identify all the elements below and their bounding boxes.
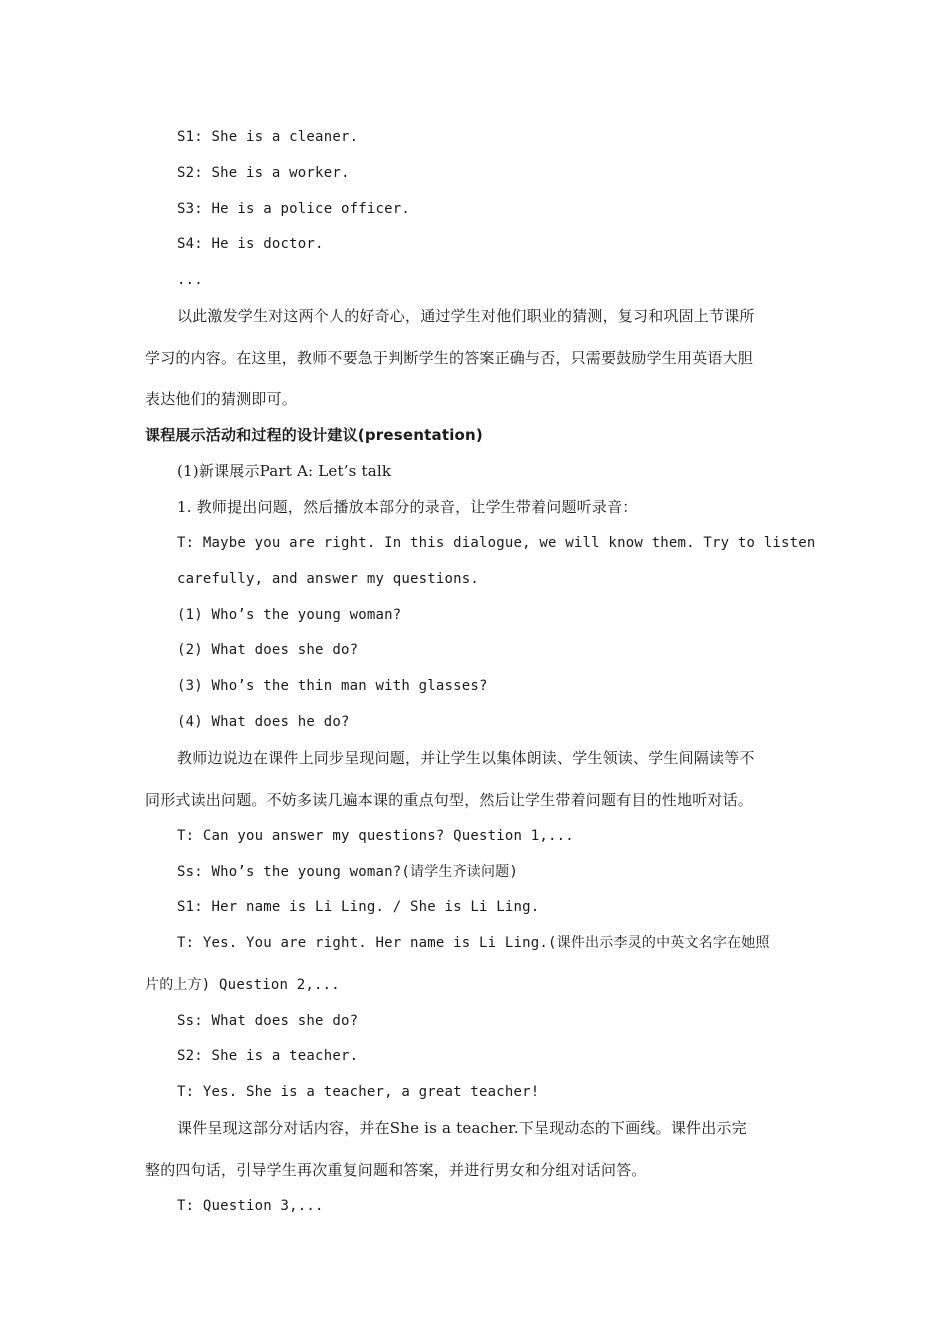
dialogue-line: Ss: Who’s the young woman?(请学生齐读问题) bbox=[177, 864, 519, 880]
paragraph-line: 同形式读出问题。不妨多读几遍本课的重点句型，然后让学生带着问题有目的性地听对话。 bbox=[145, 791, 754, 809]
paragraph-line: 表达他们的猜测即可。 bbox=[145, 390, 298, 408]
dialogue-line-s1: S1: She is a cleaner. bbox=[177, 129, 359, 145]
question-item: (3) Who’s the thin man with glasses? bbox=[177, 678, 488, 694]
dialogue-line: Ss: What does she do? bbox=[177, 1013, 359, 1029]
paragraph-line: 整的四句话，引导学生再次重复问题和答案，并进行男女和分组对话问答。 bbox=[145, 1161, 647, 1179]
dialogue-line: T: Yes. You are right. Her name is Li Ling.(课件出示李灵的中英文名字在她照 bbox=[177, 935, 770, 951]
paragraph-line: 以此激发学生对这两个人的好奇心，通过学生对他们职业的猜测，复习和巩固上节课所 bbox=[177, 307, 755, 325]
question-item: (1) Who’s the young woman? bbox=[177, 607, 402, 623]
dialogue-line: T: Maybe you are right. In this dialogue, we will know them. Try to listen bbox=[177, 535, 816, 551]
dialogue-line: carefully, and answer my questions. bbox=[177, 571, 480, 587]
dialogue-line-s3: S3: He is a police officer. bbox=[177, 201, 410, 217]
question-item: (4) What does he do? bbox=[177, 714, 350, 730]
step-line: 1. 教师提出问题，然后播放本部分的录音，让学生带着问题听录音： bbox=[177, 498, 638, 516]
dialogue-line: S1: Her name is Li Ling. / She is Li Ling. bbox=[177, 899, 540, 915]
dialogue-line: T: Question 3,... bbox=[177, 1198, 324, 1214]
paragraph-line: 课件呈现这部分对话内容，并在She is a teacher.下呈现动态的下画线。课件出示完 bbox=[177, 1119, 747, 1137]
dialogue-line-s4: S4: He is doctor. bbox=[177, 236, 324, 252]
paragraph-line: 学习的内容。在这里，教师不要急于判断学生的答案正确与否，只需要鼓励学生用英语大胆 bbox=[145, 349, 754, 367]
subsection-title: (1)新课展示Part A: Let’s talk bbox=[177, 462, 392, 480]
section-heading: 课程展示活动和过程的设计建议(presentation) bbox=[145, 426, 483, 444]
question-item: (2) What does she do? bbox=[177, 642, 359, 658]
dialogue-line: T: Can you answer my questions? Question 1,... bbox=[177, 828, 574, 844]
dialogue-line: 片的上方) Question 2,... bbox=[145, 977, 340, 993]
dialogue-line-s2: S2: She is a worker. bbox=[177, 165, 350, 181]
ellipsis-line: ... bbox=[177, 272, 203, 288]
paragraph-line: 教师边说边在课件上同步呈现问题，并让学生以集体朗读、学生领读、学生间隔读等不 bbox=[177, 749, 755, 767]
dialogue-line: S2: She is a teacher. bbox=[177, 1048, 359, 1064]
dialogue-line: T: Yes. She is a teacher, a great teacher! bbox=[177, 1084, 540, 1100]
